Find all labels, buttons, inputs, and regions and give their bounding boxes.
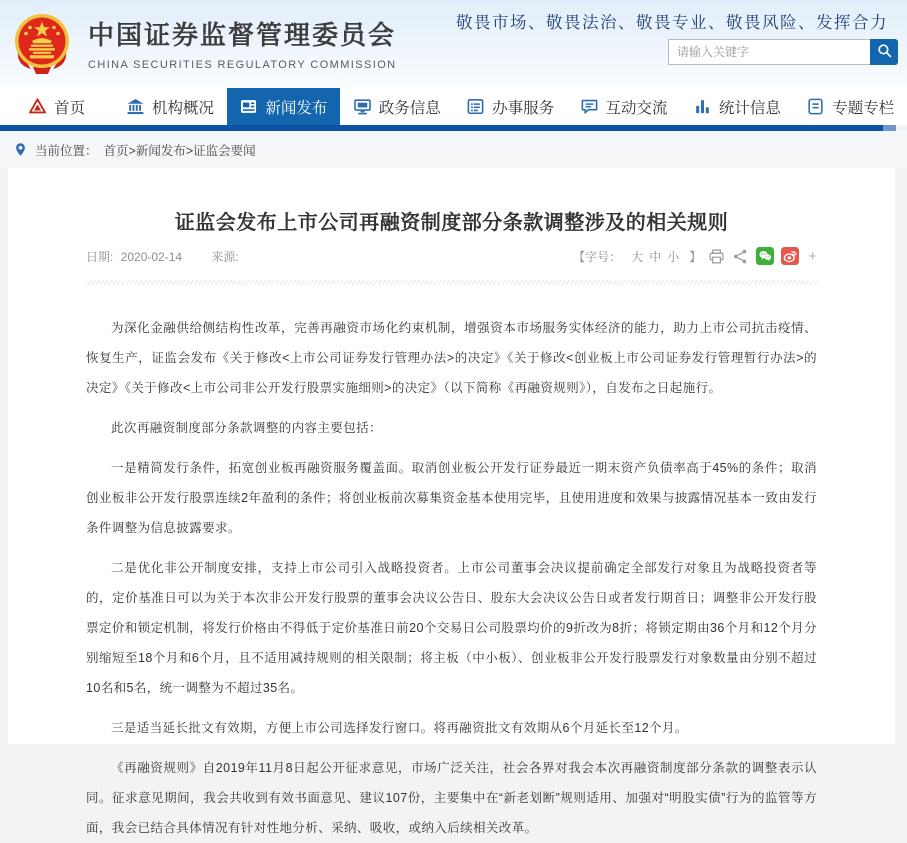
breadcrumb-path: 首页>新闻发布>证监会要闻 xyxy=(103,143,256,158)
article-meta xyxy=(86,247,817,265)
nav-item-org-overview[interactable] xyxy=(113,88,226,125)
topics-icon xyxy=(806,97,825,116)
search-input[interactable] xyxy=(668,39,870,65)
org-name-cn: 中国证券监督管理委员会 xyxy=(88,20,397,50)
nav-item-home[interactable] xyxy=(0,88,113,125)
nav-item-label: 专题专栏 xyxy=(832,99,895,117)
article-paragraph: 一是精简发行条件，拓宽创业板再融资服务覆盖面。取消创业板公开发行证券最近一期末资产负债率高于45%的条件；取消创业板非公开发行股票连续2年盈利的条件；将创业板前次募集资金基本使用完毕，且使用进度和效果与披露情况基本一致由发行条件调整为信息披露要求。 xyxy=(86,461,817,535)
breadcrumb-segment[interactable]: 新闻发布 xyxy=(135,143,186,158)
article-meta-right xyxy=(573,247,817,265)
main-nav xyxy=(0,88,907,125)
tasks-icon xyxy=(466,97,485,116)
location-pin-icon xyxy=(13,142,28,157)
font-size-bracket-close: 】 xyxy=(689,249,702,264)
nav-item-label: 首页 xyxy=(54,99,86,117)
dotted-divider xyxy=(86,280,817,285)
weibo-share-icon[interactable] xyxy=(781,247,799,265)
article-paragraph: 《再融资规则》自2019年11月8日起公开征求意见，市场广泛关注，社会各界对我会本次再融资制度部分条款的调整表示认同。征求意见期间，我会共收到有效书面意见、建议107份，主要集中在“新老划断”规则适用、加强对“明股实债”行为的监管等方面，我会已结合具体情况有针对性地分析、采纳、吸收，或纳入后续相关改革。 xyxy=(86,761,817,835)
nav-item-interaction[interactable] xyxy=(567,88,680,125)
national-emblem-logo xyxy=(10,10,74,76)
nav-item-topics[interactable] xyxy=(794,88,907,125)
nav-item-label: 政务信息 xyxy=(378,99,441,117)
csrc-logo-icon xyxy=(28,97,47,116)
nav-item-news[interactable] xyxy=(227,88,340,125)
date-label: 日期: xyxy=(86,249,114,264)
font-size-options xyxy=(628,248,682,265)
article-meta-left xyxy=(86,248,239,265)
article-body xyxy=(86,313,817,843)
source-label: 来源: xyxy=(211,249,239,264)
wechat-share-icon[interactable] xyxy=(756,247,774,265)
chat-icon xyxy=(580,97,599,116)
nav-strip xyxy=(0,125,896,131)
breadcrumb-segment[interactable]: 首页 xyxy=(103,143,129,158)
article-panel xyxy=(8,168,895,835)
org-name-en: CHINA SECURITIES REGULATORY COMMISSION xyxy=(88,59,397,71)
bar-chart-icon xyxy=(693,97,712,116)
article-date: 2020-02-14 xyxy=(120,249,183,264)
nav-item-label: 机构概况 xyxy=(152,99,215,117)
print-icon[interactable] xyxy=(708,248,725,265)
font-size-medium[interactable]: 中 xyxy=(649,249,662,264)
monitor-icon xyxy=(353,97,372,116)
article-paragraph: 二是优化非公开制度安排，支持上市公司引入战略投资者。上市公司董事会决议提前确定全部发行对象且为战略投资者等的，定价基准日可以为关于本次非公开发行股票的董事会决议公告日、股东大会决议公告日或者发行期首日；调整非公开发行股票定价和锁定机制，将发行价格由不得低于定价基准日前20个交易日公司股票均价的9折改为8折；将锁定期由36个月和12个月分别缩短至18个月和6个月，且不适用减持规则的相关限制；将主板（中小板）、创业板非公开发行股票发行对象数量由分别不超过10名和5名，统一调整为不超过35名。 xyxy=(86,561,817,695)
breadcrumb-label: 当前位置： xyxy=(35,143,98,158)
breadcrumb xyxy=(0,131,907,168)
search-icon xyxy=(876,42,893,62)
header-slogan: 敬畏市场、敬畏法治、敬畏专业、敬畏风险、发挥合力 xyxy=(456,13,888,32)
nav-strip-end xyxy=(883,125,896,131)
nav-item-statistics[interactable] xyxy=(680,88,793,125)
newspaper-icon xyxy=(239,97,258,116)
font-size-large[interactable]: 大 xyxy=(631,249,644,264)
more-share-button[interactable]: + xyxy=(808,247,817,265)
site-header xyxy=(0,0,907,88)
article-title: 证监会发布上市公司再融资制度部分条款调整涉及的相关规则 xyxy=(174,212,729,234)
bank-icon xyxy=(126,97,145,116)
search-button[interactable] xyxy=(870,39,898,65)
article-paragraph: 为深化金融供给侧结构性改革，完善再融资市场化约束机制，增强资本市场服务实体经济的能力，助力上市公司抗击疫情、恢复生产，证监会发布《关于修改<上市公司证券发行管理办法>的决定》《关于修改<创业板上市公司证券发行管理暂行办法>的决定》《关于修改<上市公司非公开发行股票实施细则>的决定》（以下简称《再融资规则》），自发布之日起施行。 xyxy=(86,321,817,395)
nav-item-label: 办事服务 xyxy=(492,99,555,117)
font-size-label: 【字号： xyxy=(573,249,622,264)
search-box xyxy=(668,39,898,65)
nav-item-label: 统计信息 xyxy=(718,99,781,117)
nav-item-services[interactable] xyxy=(454,88,567,125)
nav-item-label: 互动交流 xyxy=(605,99,668,117)
brand xyxy=(10,10,397,76)
article-paragraph: 三是适当延长批文有效期，方便上市公司选择发行窗口。将再融资批文有效期从6个月延长至12个月。 xyxy=(111,721,688,735)
article-paragraph: 此次再融资制度部分条款调整的内容主要包括： xyxy=(111,421,382,435)
font-size-small[interactable]: 小 xyxy=(667,249,680,264)
nav-item-gov-info[interactable] xyxy=(340,88,453,125)
nav-item-label: 新闻发布 xyxy=(265,99,328,117)
breadcrumb-segment: 证监会要闻 xyxy=(193,143,256,158)
share-icon[interactable] xyxy=(732,248,749,265)
